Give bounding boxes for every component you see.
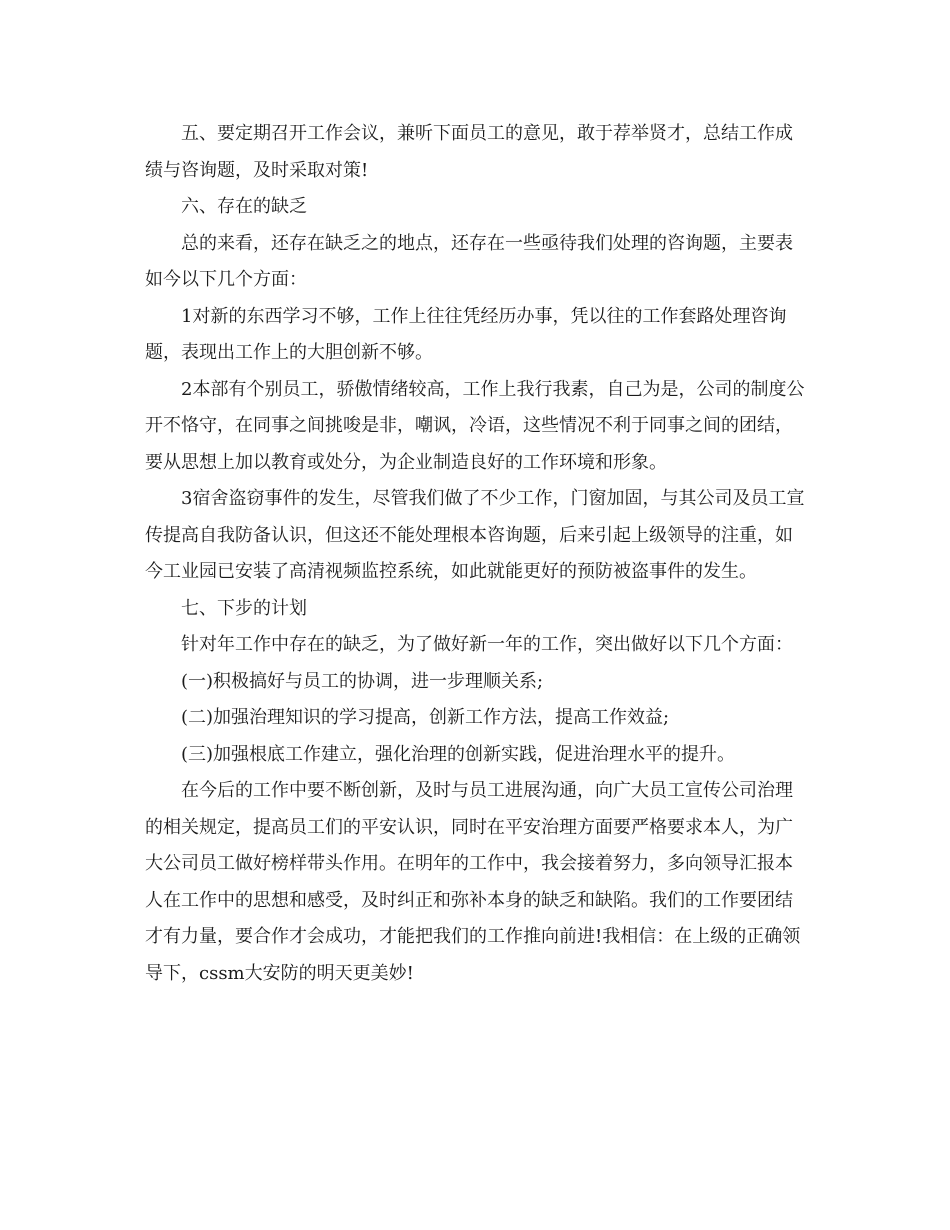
document-body [145,116,807,992]
paragraph-plan-2: (二)加强治理知识的学习提高，创新工作方法，提高工作效益; [181,707,670,728]
paragraph-item-3: 3宿舍盗窃事件的发生，尽管我们做了不少工作，门窗加固，与其公司及员工宣传提高自我防备认识，但这还不能处理根本咨询题，后来引起上级领导的注重，如今工业园已安装了高清视频监控系统，如此就能更好的预防被盗事件的发生。 [145,488,805,582]
paragraph-item-1: 1对新的东西学习不够，工作上往往凭经历办事，凭以往的工作套路处理咨询题，表现出工作上的大胆创新不够。 [145,305,787,363]
heading-section-seven: 七、下步的计划 [181,597,307,619]
paragraph-conclusion: 在今后的工作中要不断创新，及时与员工进展沟通，向广大员工宣传公司治理的相关规定，提高员工们的平安认识，同时在平安治理方面要严格要求本人，为广大公司员工做好榜样带头作用。在明年的工作中，我会接着努力，多向领导汇报本人在工作中的思想和感受，及时纠正和弥补本身的缺乏和缺陷。我们的工作要团结才有力量，要合作才会成功，才能把我们的工作推向前进!我相信：在上级的正确领导下，cssm大安防的明天更美妙! [145,780,801,984]
paragraph-plan-1: (一)积极搞好与员工的协调，进一步理顺关系; [181,670,544,692]
paragraph-plan-3: (三)加强根底工作建立，强化治理的创新实践，促进治理水平的提升。 [181,743,736,765]
heading-section-six: 六、存在的缺乏 [181,196,307,217]
paragraph-section-five: 五、要定期召开工作会议，兼听下面员工的意见，敢于荐举贤才，总结工作成绩与咨询题，及时采取对策! [145,123,793,181]
paragraph-overview: 总的来看，还存在缺乏之的地点，还存在一些亟待我们处理的咨询题，主要表如今以下几个方面： [145,232,793,290]
paragraph-plan-intro: 针对年工作中存在的缺乏，为了做好新一年的工作，突出做好以下几个方面： [181,634,793,655]
paragraph-item-2: 2本部有个别员工，骄傲情绪较高，工作上我行我素，自己为是，公司的制度公开不恪守，在同事之间挑唆是非，嘲讽，冷语，这些情况不利于同事之间的团结，要从思想上加以教育或处分，为企业制造良好的工作环境和形象。 [145,378,805,473]
